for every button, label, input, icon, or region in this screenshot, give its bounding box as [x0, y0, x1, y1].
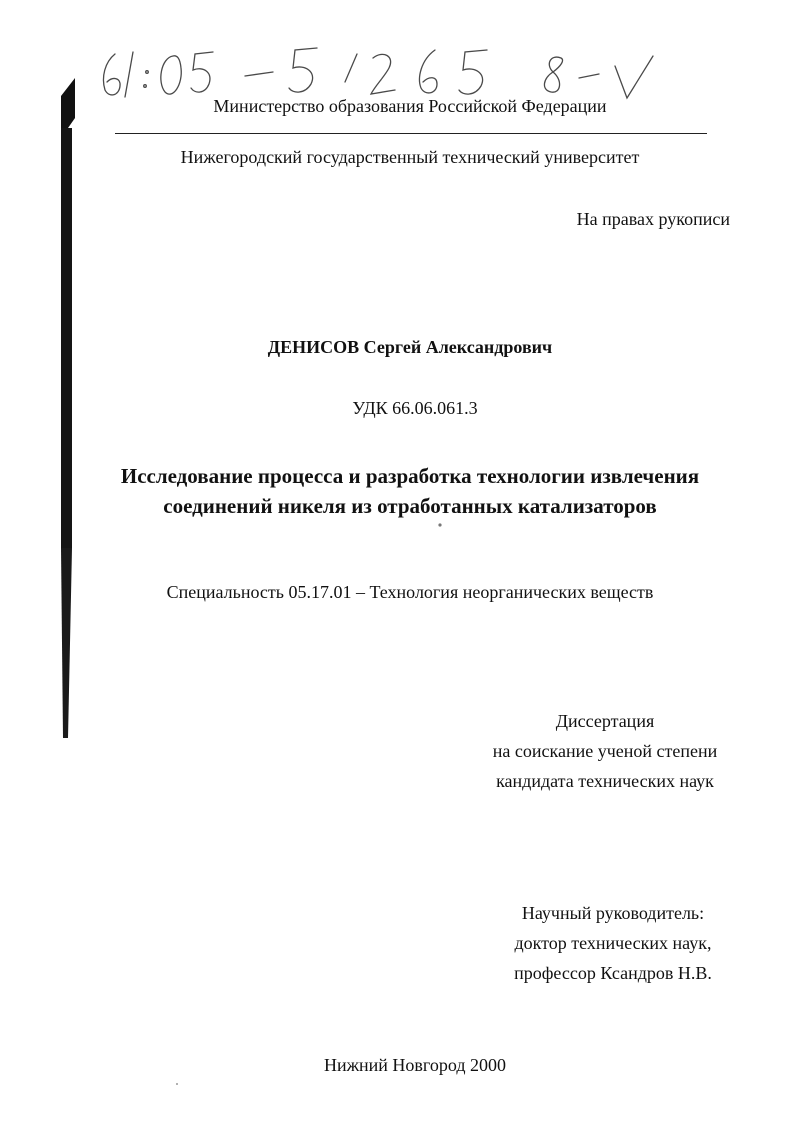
supervisor-line-3: профессор Ксандров Н.В. — [514, 963, 712, 983]
specialty: Специальность 05.17.01 – Технология неорганических веществ — [166, 582, 654, 602]
supervisor-block — [478, 898, 748, 988]
title-line-1: Исследование процесса и разработка технологии извлечения — [120, 464, 700, 488]
dissertation-line-3: кандидата технических наук — [496, 771, 714, 791]
author-name: ДЕНИСОВ Сергей Александрович — [267, 337, 553, 357]
dissertation-line-1: Диссертация — [555, 711, 655, 731]
dissertation-title — [95, 461, 725, 521]
udc-code: УДК 66.06.061.3 — [352, 398, 478, 418]
scan-dot — [176, 1083, 178, 1085]
scan-speck — [437, 522, 443, 528]
ministry-name: Министерство образования Российской Федерации — [213, 96, 607, 116]
title-line-2: соединений никеля из отработанных катализаторов — [163, 494, 657, 518]
scan-edge-shadow — [57, 78, 75, 738]
dissertation-degree-block — [470, 706, 740, 796]
university-name: Нижегородский государственный технический университет — [180, 147, 640, 167]
city-year: Нижний Новгород 2000 — [323, 1055, 507, 1075]
header-divider — [115, 133, 707, 134]
supervisor-line-1: Научный руководитель: — [521, 903, 705, 923]
dissertation-line-2: на соискание ученой степени — [492, 741, 718, 761]
supervisor-line-2: доктор технических наук, — [514, 933, 712, 953]
manuscript-rights-note: На правах рукописи — [576, 209, 730, 229]
